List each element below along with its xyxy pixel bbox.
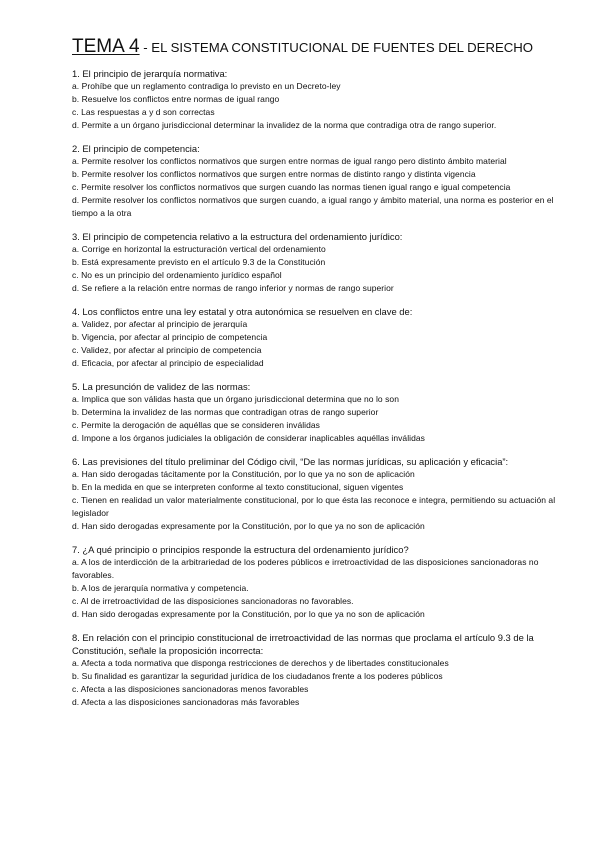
title-main: TEMA 4 <box>72 36 140 57</box>
question-text: 6. Las previsiones del título preliminar del Código civil, “De las normas jurídicas, su aplicación y eficacia”: <box>72 456 509 467</box>
option-a: a. Implica que son válidas hasta que un órgano jurisdiccional determina que no lo son <box>72 394 399 404</box>
option-a: a. Validez, por afectar al principio de jerarquía <box>72 319 248 329</box>
option-d: d. Han sido derogadas expresamente por la Constitución, por lo que ya no son de aplicación <box>72 609 425 619</box>
option-a: a. A los de interdicción de la arbitrariedad de los poderes públicos e irretroactividad de las disposiciones sancionadoras no favorables. <box>72 557 539 580</box>
question-4 <box>72 305 572 370</box>
option-c: c. Afecta a las disposiciones sancionadoras menos favorables <box>72 684 309 694</box>
question-text: 5. La presunción de validez de las normas: <box>72 381 251 392</box>
option-b: b. Su finalidad es garantizar la seguridad jurídica de los ciudadanos frente a los poderes públicos <box>72 671 443 681</box>
option-b: b. Resuelve los conflictos entre normas de igual rango <box>72 94 280 104</box>
question-5 <box>72 380 572 445</box>
page-title <box>72 38 572 57</box>
option-b: b. Vigencia, por afectar al principio de competencia <box>72 332 268 342</box>
question-3 <box>72 230 572 295</box>
option-d: d. Permite resolver los conflictos normativos que surgen cuando, a igual rango y ámbito material, una norma es posterior en el tiempo a la otra <box>72 195 554 218</box>
option-c: c. Permite resolver los conflictos normativos que surgen cuando las normas tienen igual rango e igual competencia <box>72 182 511 192</box>
option-c: c. Permite la derogación de aquéllas que se consideren inválidas <box>72 420 320 430</box>
question-text: 8. En relación con el principio constitucional de irretroactividad de las normas que proclama el artículo 9.3 de la Constitución, señale la proposición incorrecta: <box>72 632 534 656</box>
option-b: b. A los de jerarquía normativa y competencia. <box>72 583 249 593</box>
option-a: a. Afecta a toda normativa que disponga restricciones de derechos y de libertades constitucionales <box>72 658 449 668</box>
option-a: a. Prohíbe que un reglamento contradiga lo previsto en un Decreto-ley <box>72 81 341 91</box>
option-c: c. Validez, por afectar al principio de competencia <box>72 345 262 355</box>
question-8 <box>72 631 572 709</box>
question-7 <box>72 543 572 621</box>
option-d: d. Permite a un órgano jurisdiccional determinar la invalidez de la norma que contradiga otra de rango superior. <box>72 120 497 130</box>
option-c: c. Las respuestas a y d son correctas <box>72 107 215 117</box>
option-d: d. Se refiere a la relación entre normas de rango inferior y normas de rango superior <box>72 283 394 293</box>
option-c: c. No es un principio del ordenamiento jurídico español <box>72 270 282 280</box>
question-6 <box>72 455 572 533</box>
option-a: a. Han sido derogadas tácitamente por la Constitución, por lo que ya no son de aplicación <box>72 469 415 479</box>
option-b: b. En la medida en que se interpreten conforme al texto constitucional, siguen vigentes <box>72 482 404 492</box>
question-text: 1. El principio de jerarquía normativa: <box>72 68 228 79</box>
option-a: a. Corrige en horizontal la estructuración vertical del ordenamiento <box>72 244 326 254</box>
title-sub: - EL SISTEMA CONSTITUCIONAL DE FUENTES DEL DERECHO <box>139 40 534 55</box>
option-d: d. Impone a los órganos judiciales la obligación de considerar inaplicables aquéllas inválidas <box>72 433 425 443</box>
question-text: 4. Los conflictos entre una ley estatal y otra autonómica se resuelven en clave de: <box>72 306 413 317</box>
option-b: b. Está expresamente previsto en el artículo 9.3 de la Constitución <box>72 257 326 267</box>
question-text: 2. El principio de competencia: <box>72 143 200 154</box>
question-1 <box>72 67 572 132</box>
document-page <box>72 38 572 709</box>
option-d: d. Eficacia, por afectar al principio de especialidad <box>72 358 264 368</box>
question-text: 3. El principio de competencia relativo a la estructura del ordenamiento jurídico: <box>72 231 403 242</box>
option-c: c. Al de irretroactividad de las disposiciones sancionadoras no favorables. <box>72 596 354 606</box>
option-c: c. Tienen en realidad un valor materialmente constitucional, por lo que ésta las reconoce e integra, permitiendo su actuación al legislador <box>72 495 556 518</box>
option-d: d. Afecta a las disposiciones sancionadoras más favorables <box>72 697 300 707</box>
option-b: b. Permite resolver los conflictos normativos que surgen entre normas de distinto rango y distinta vigencia <box>72 169 476 179</box>
option-a: a. Permite resolver los conflictos normativos que surgen entre normas de igual rango pero distinto ámbito material <box>72 156 507 166</box>
option-b: b. Determina la invalidez de las normas que contradigan otras de rango superior <box>72 407 379 417</box>
question-2 <box>72 142 572 220</box>
question-text: 7. ¿A qué principio o principios responde la estructura del ordenamiento jurídico? <box>72 544 409 555</box>
option-d: d. Han sido derogadas expresamente por la Constitución, por lo que ya no son de aplicación <box>72 521 425 531</box>
